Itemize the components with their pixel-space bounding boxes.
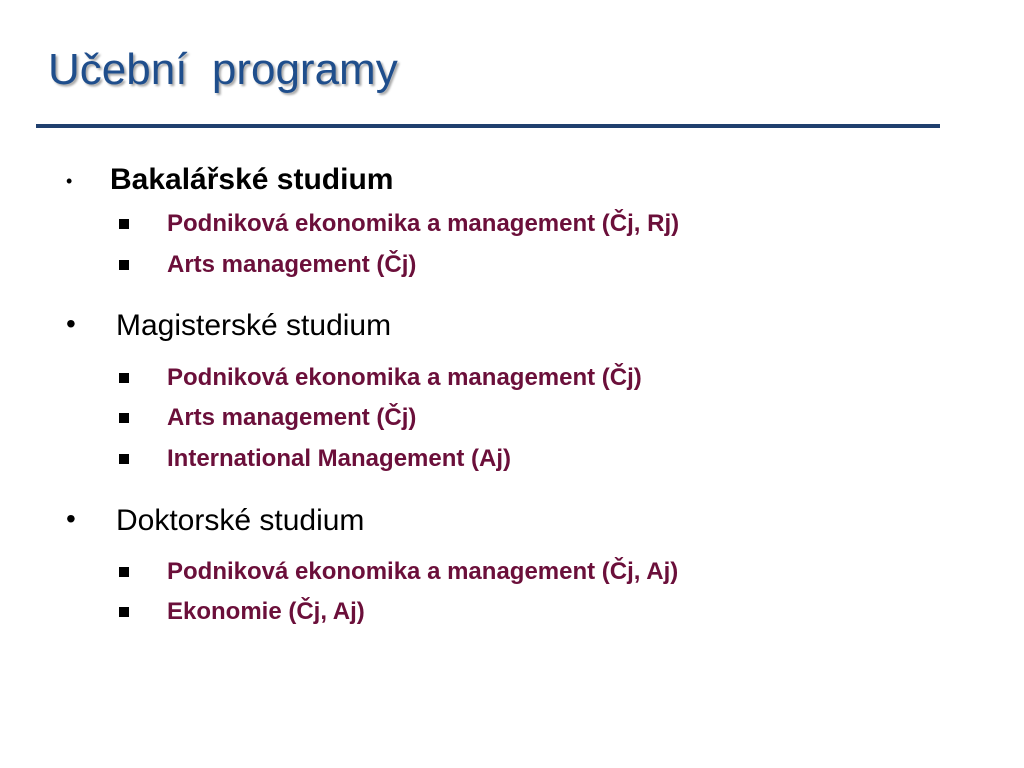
square-bullet-icon (119, 260, 129, 270)
title-divider (36, 124, 940, 128)
list-item: Podniková ekonomika a management (Čj) (167, 364, 642, 391)
bullet-dot-icon: • (66, 503, 76, 534)
list-item: Arts management (Čj) (167, 251, 417, 278)
bullet-dot-icon: • (66, 171, 73, 191)
bullet-dot-icon: • (66, 308, 76, 339)
square-bullet-icon (119, 413, 129, 423)
section-label-bachelor: Bakalářské studium (110, 163, 394, 196)
square-bullet-icon (119, 454, 129, 464)
list-item: Arts management (Čj) (167, 404, 417, 431)
square-bullet-icon (119, 373, 129, 383)
square-bullet-icon (119, 219, 129, 229)
square-bullet-icon (119, 567, 129, 577)
list-item: Podniková ekonomika a management (Čj, Aj) (167, 558, 679, 585)
section-label-master: Magisterské studium (116, 309, 392, 342)
list-item: Podniková ekonomika a management (Čj, Rj) (167, 210, 680, 237)
section-label-doctoral: Doktorské studium (116, 504, 365, 537)
list-item: Ekonomie (Čj, Aj) (167, 598, 365, 625)
square-bullet-icon (119, 607, 129, 617)
list-item: International Management (Aj) (167, 445, 512, 472)
slide-title: Učební programy (48, 45, 398, 94)
